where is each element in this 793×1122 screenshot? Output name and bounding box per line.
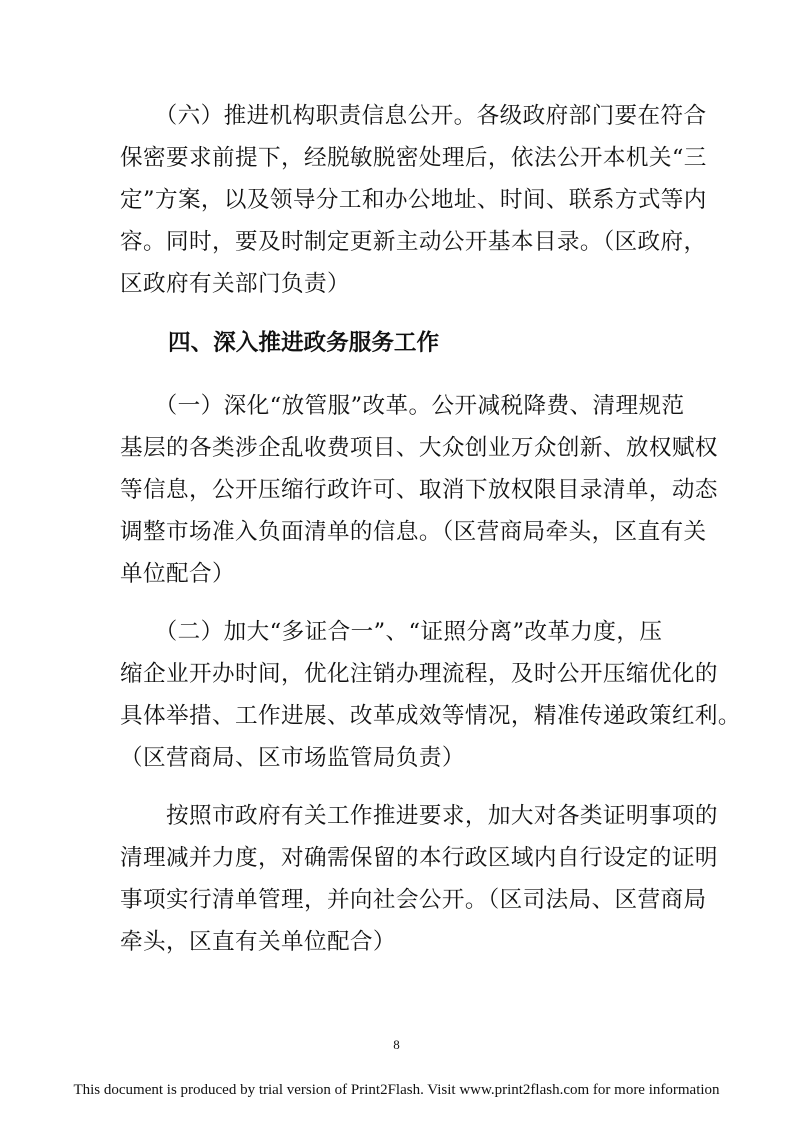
paragraph-reform bbox=[120, 385, 718, 595]
text-line: 事项实行清单管理，并向社会公开。（区司法局、区营商局 bbox=[120, 887, 707, 913]
text-line: 基层的各类涉企乱收费项目、大众创业万众创新、放权赋权 bbox=[120, 435, 718, 461]
section-heading: 四、深入推进政务服务工作 bbox=[168, 330, 440, 356]
text-line: 按照市政府有关工作推进要求，加大对各类证明事项的 bbox=[120, 803, 718, 829]
paragraph-certificates bbox=[120, 611, 741, 779]
paragraph-proof-items bbox=[120, 795, 718, 963]
text-line: 具体举措、工作进展、改革成效等情况，精准传递政策红利。 bbox=[120, 703, 741, 729]
text-line: （区营商局、区市场监管局负责） bbox=[120, 745, 465, 771]
text-line: 容。同时，要及时制定更新主动公开基本目录。（区政府， bbox=[120, 229, 707, 255]
text-line: 保密要求前提下，经脱敏脱密处理后，依法公开本机关“三 bbox=[120, 145, 707, 171]
text-line: 调整市场准入负面清单的信息。（区营商局牵头，区直有关 bbox=[120, 519, 707, 545]
text-line: （二）加大“多证合一”、“证照分离”改革力度，压 bbox=[120, 619, 663, 645]
paragraph-institution-duties bbox=[120, 95, 707, 305]
text-line: 清理减并力度，对确需保留的本行政区域内自行设定的证明 bbox=[120, 845, 718, 871]
text-line: （六）推进机构职责信息公开。各级政府部门要在符合 bbox=[120, 103, 707, 129]
text-line: 单位配合） bbox=[120, 561, 235, 587]
text-line: 等信息，公开压缩行政许可、取消下放权限目录清单，动态 bbox=[120, 477, 718, 503]
text-line: 定”方案，以及领导分工和办公地址、时间、联系方式等内 bbox=[120, 187, 707, 213]
text-line: 缩企业开办时间，优化注销办理流程，及时公开压缩优化的 bbox=[120, 661, 718, 687]
text-line: （一）深化“放管服”改革。公开减税降费、清理规范 bbox=[120, 393, 685, 419]
footer-notice: This document is produced by trial version of Print2Flash. Visit www.print2flash.com for more information bbox=[73, 1082, 720, 1098]
page-number: 8 bbox=[393, 1037, 400, 1052]
text-line: 牵头，区直有关单位配合） bbox=[120, 929, 396, 955]
text-line: 区政府有关部门负责） bbox=[120, 271, 350, 297]
